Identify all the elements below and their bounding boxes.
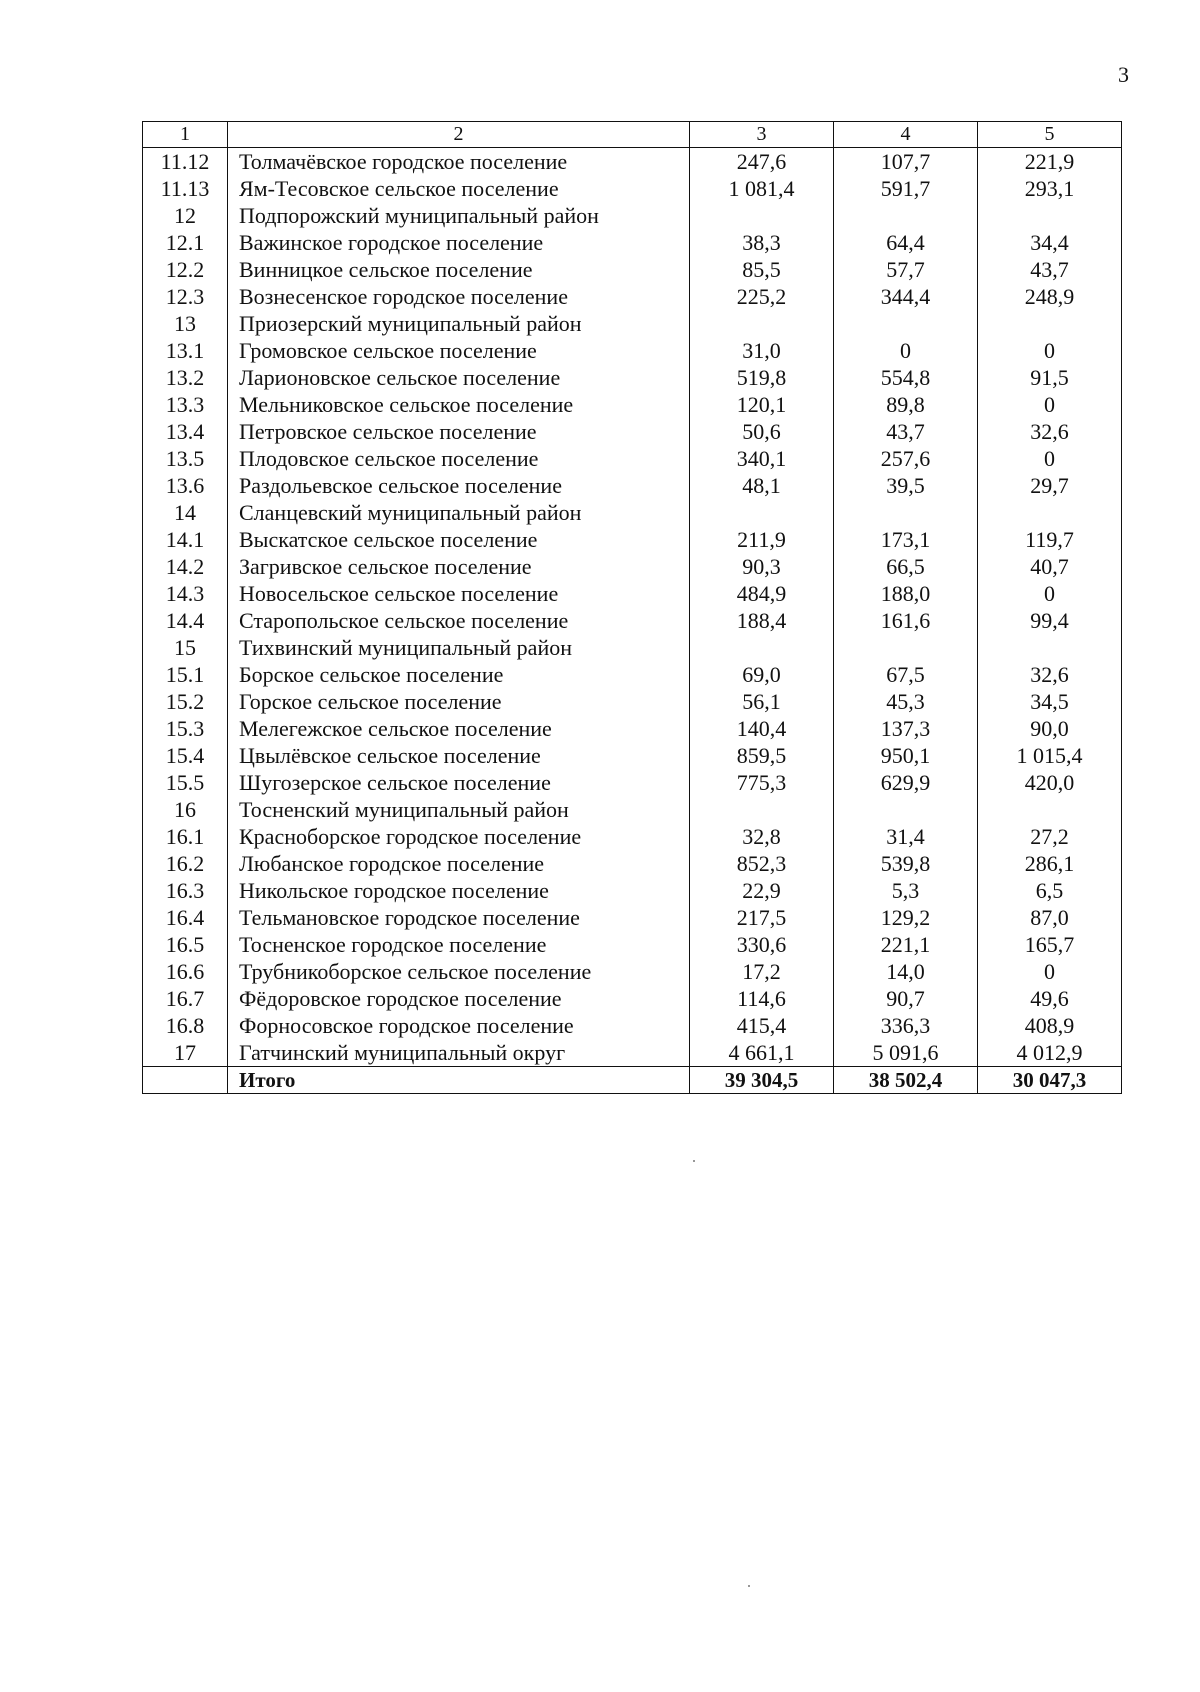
settlement-name: Никольское городское поселение: [228, 877, 690, 904]
row-number: 14: [143, 499, 228, 526]
row-number: 12.3: [143, 283, 228, 310]
value-col-5: [978, 796, 1122, 823]
row-number: 15.4: [143, 742, 228, 769]
value-col-5: 221,9: [978, 148, 1122, 176]
settlement-name: Тосненский муниципальный район: [228, 796, 690, 823]
value-col-5: 43,7: [978, 256, 1122, 283]
settlement-name: Ларионовское сельское поселение: [228, 364, 690, 391]
settlement-name: Новосельское сельское поселение: [228, 580, 690, 607]
row-number: 15.2: [143, 688, 228, 715]
value-col-5: 165,7: [978, 931, 1122, 958]
settlement-name: Цвылёвское сельское поселение: [228, 742, 690, 769]
settlement-name: Борское сельское поселение: [228, 661, 690, 688]
column-header: 3: [690, 122, 834, 148]
value-col-4: 64,4: [834, 229, 978, 256]
value-col-5: 293,1: [978, 175, 1122, 202]
value-col-4: 257,6: [834, 445, 978, 472]
settlement-name: Выскатское сельское поселение: [228, 526, 690, 553]
settlement-name: Фёдоровское городское поселение: [228, 985, 690, 1012]
value-col-3: 340,1: [690, 445, 834, 472]
row-number: 13: [143, 310, 228, 337]
table-row: [143, 1039, 1122, 1067]
value-col-4: 45,3: [834, 688, 978, 715]
value-col-3: 114,6: [690, 985, 834, 1012]
value-col-4: 89,8: [834, 391, 978, 418]
table-row: [143, 688, 1122, 715]
value-col-4: 66,5: [834, 553, 978, 580]
table-row: [143, 418, 1122, 445]
value-col-3: 859,5: [690, 742, 834, 769]
settlement-name: Подпорожский муниципальный район: [228, 202, 690, 229]
settlement-name: Тельмановское городское поселение: [228, 904, 690, 931]
value-col-3: 415,4: [690, 1012, 834, 1039]
value-col-5: 0: [978, 391, 1122, 418]
settlement-name: Загривское сельское поселение: [228, 553, 690, 580]
value-col-5: 1 015,4: [978, 742, 1122, 769]
row-number: 14.1: [143, 526, 228, 553]
value-col-3: 211,9: [690, 526, 834, 553]
row-number: 15.1: [143, 661, 228, 688]
value-col-4: 5 091,6: [834, 1039, 978, 1067]
row-number: 14.4: [143, 607, 228, 634]
row-number: 14.2: [143, 553, 228, 580]
row-number: 16.1: [143, 823, 228, 850]
value-col-5: 0: [978, 958, 1122, 985]
value-col-4: 554,8: [834, 364, 978, 391]
value-col-3: 188,4: [690, 607, 834, 634]
value-col-4: [834, 202, 978, 229]
scan-speck: [693, 1160, 695, 1162]
settlement-name: Раздольевское сельское поселение: [228, 472, 690, 499]
row-number: 15: [143, 634, 228, 661]
value-col-3: 90,3: [690, 553, 834, 580]
settlement-name: Шугозерское сельское поселение: [228, 769, 690, 796]
value-col-5: 91,5: [978, 364, 1122, 391]
settlement-name: Приозерский муниципальный район: [228, 310, 690, 337]
table-body: [143, 122, 1122, 1094]
row-number: 13.2: [143, 364, 228, 391]
value-col-5: 90,0: [978, 715, 1122, 742]
total-col-5: 30 047,3: [978, 1067, 1122, 1094]
value-col-3: 217,5: [690, 904, 834, 931]
value-col-5: 420,0: [978, 769, 1122, 796]
table-row: [143, 202, 1122, 229]
value-col-5: [978, 202, 1122, 229]
value-col-4: 67,5: [834, 661, 978, 688]
value-col-4: 31,4: [834, 823, 978, 850]
settlement-name: Громовское сельское поселение: [228, 337, 690, 364]
value-col-4: [834, 796, 978, 823]
value-col-5: 87,0: [978, 904, 1122, 931]
table-row: [143, 472, 1122, 499]
table-row: [143, 958, 1122, 985]
row-number: 14.3: [143, 580, 228, 607]
table-row: [143, 634, 1122, 661]
row-number: 11.13: [143, 175, 228, 202]
value-col-3: [690, 634, 834, 661]
value-col-3: 56,1: [690, 688, 834, 715]
table-row: [143, 283, 1122, 310]
value-col-3: 120,1: [690, 391, 834, 418]
row-number: 13.1: [143, 337, 228, 364]
row-number: 16.7: [143, 985, 228, 1012]
table-row: [143, 364, 1122, 391]
value-col-5: 286,1: [978, 850, 1122, 877]
total-row: [143, 1067, 1122, 1094]
settlement-name: Тосненское городское поселение: [228, 931, 690, 958]
value-col-5: 27,2: [978, 823, 1122, 850]
value-col-5: 119,7: [978, 526, 1122, 553]
settlement-name: Красноборское городское поселение: [228, 823, 690, 850]
total-number: [143, 1067, 228, 1094]
value-col-4: 221,1: [834, 931, 978, 958]
row-number: 16.2: [143, 850, 228, 877]
settlement-name: Мельниковское сельское поселение: [228, 391, 690, 418]
table-row: [143, 823, 1122, 850]
value-col-5: 4 012,9: [978, 1039, 1122, 1067]
row-number: 15.3: [143, 715, 228, 742]
value-col-3: 38,3: [690, 229, 834, 256]
value-col-3: 85,5: [690, 256, 834, 283]
value-col-5: 99,4: [978, 607, 1122, 634]
page-number: 3: [1118, 62, 1129, 87]
value-col-3: 48,1: [690, 472, 834, 499]
value-col-4: 129,2: [834, 904, 978, 931]
table-row: [143, 769, 1122, 796]
table-row: [143, 931, 1122, 958]
table-row: [143, 904, 1122, 931]
table-row: [143, 715, 1122, 742]
value-col-3: 32,8: [690, 823, 834, 850]
value-col-5: 0: [978, 337, 1122, 364]
row-number: 12.2: [143, 256, 228, 283]
settlement-name: Толмачёвское городское поселение: [228, 148, 690, 176]
value-col-4: 5,3: [834, 877, 978, 904]
row-number: 16.8: [143, 1012, 228, 1039]
value-col-4: [834, 310, 978, 337]
table-row: [143, 1012, 1122, 1039]
value-col-4: 336,3: [834, 1012, 978, 1039]
table-row: [143, 580, 1122, 607]
value-col-5: 49,6: [978, 985, 1122, 1012]
table-row: [143, 850, 1122, 877]
scan-speck: [748, 1585, 750, 1587]
total-col-4: 38 502,4: [834, 1067, 978, 1094]
table-row: [143, 148, 1122, 176]
row-number: 13.3: [143, 391, 228, 418]
value-col-5: 34,4: [978, 229, 1122, 256]
settlement-name: Горское сельское поселение: [228, 688, 690, 715]
value-col-4: 629,9: [834, 769, 978, 796]
value-col-3: 225,2: [690, 283, 834, 310]
table-row: [143, 985, 1122, 1012]
row-number: 13.4: [143, 418, 228, 445]
value-col-4: 137,3: [834, 715, 978, 742]
value-col-4: 539,8: [834, 850, 978, 877]
row-number: 16: [143, 796, 228, 823]
settlement-name: Трубникоборское сельское поселение: [228, 958, 690, 985]
table-row: [143, 661, 1122, 688]
settlement-name: Гатчинский муниципальный округ: [228, 1039, 690, 1067]
value-col-5: 0: [978, 580, 1122, 607]
table-row: [143, 175, 1122, 202]
row-number: 13.6: [143, 472, 228, 499]
table-row: [143, 742, 1122, 769]
value-col-4: 591,7: [834, 175, 978, 202]
value-col-4: [834, 499, 978, 526]
value-col-5: 0: [978, 445, 1122, 472]
settlement-name: Старопольское сельское поселение: [228, 607, 690, 634]
settlement-name: Плодовское сельское поселение: [228, 445, 690, 472]
value-col-3: 17,2: [690, 958, 834, 985]
value-col-5: 32,6: [978, 418, 1122, 445]
table-row: [143, 445, 1122, 472]
table-row: [143, 256, 1122, 283]
table-row: [143, 229, 1122, 256]
value-col-5: [978, 499, 1122, 526]
value-col-3: 69,0: [690, 661, 834, 688]
table-row: [143, 310, 1122, 337]
settlement-name: Любанское городское поселение: [228, 850, 690, 877]
settlement-name: Вознесенское городское поселение: [228, 283, 690, 310]
value-col-4: 43,7: [834, 418, 978, 445]
value-col-5: [978, 634, 1122, 661]
value-col-3: 22,9: [690, 877, 834, 904]
value-col-3: 140,4: [690, 715, 834, 742]
row-number: 12: [143, 202, 228, 229]
value-col-5: 29,7: [978, 472, 1122, 499]
value-col-5: 34,5: [978, 688, 1122, 715]
value-col-4: [834, 634, 978, 661]
value-col-3: 852,3: [690, 850, 834, 877]
table-row: [143, 337, 1122, 364]
table-row: [143, 526, 1122, 553]
value-col-5: [978, 310, 1122, 337]
row-number: 17: [143, 1039, 228, 1067]
settlement-name: Винницкое сельское поселение: [228, 256, 690, 283]
settlement-name: Сланцевский муниципальный район: [228, 499, 690, 526]
table-row: [143, 553, 1122, 580]
value-col-3: 4 661,1: [690, 1039, 834, 1067]
value-col-5: 6,5: [978, 877, 1122, 904]
table-row: [143, 877, 1122, 904]
row-number: 11.12: [143, 148, 228, 176]
value-col-4: 173,1: [834, 526, 978, 553]
value-col-3: 247,6: [690, 148, 834, 176]
settlements-table: [142, 121, 1122, 1094]
value-col-3: 31,0: [690, 337, 834, 364]
settlement-name: Форносовское городское поселение: [228, 1012, 690, 1039]
row-number: 16.4: [143, 904, 228, 931]
value-col-3: [690, 796, 834, 823]
total-col-3: 39 304,5: [690, 1067, 834, 1094]
settlement-name: Петровское сельское поселение: [228, 418, 690, 445]
value-col-3: [690, 499, 834, 526]
value-col-4: 39,5: [834, 472, 978, 499]
value-col-3: 1 081,4: [690, 175, 834, 202]
value-col-5: 408,9: [978, 1012, 1122, 1039]
value-col-5: 248,9: [978, 283, 1122, 310]
column-header: 2: [228, 122, 690, 148]
value-col-4: 107,7: [834, 148, 978, 176]
column-header: 5: [978, 122, 1122, 148]
table-row: [143, 796, 1122, 823]
column-number-row: [143, 122, 1122, 148]
value-col-4: 161,6: [834, 607, 978, 634]
table-row: [143, 499, 1122, 526]
table-row: [143, 391, 1122, 418]
column-header: 1: [143, 122, 228, 148]
value-col-5: 32,6: [978, 661, 1122, 688]
value-col-4: 14,0: [834, 958, 978, 985]
value-col-3: [690, 202, 834, 229]
table-row: [143, 607, 1122, 634]
value-col-4: 90,7: [834, 985, 978, 1012]
row-number: 13.5: [143, 445, 228, 472]
value-col-5: 40,7: [978, 553, 1122, 580]
row-number: 12.1: [143, 229, 228, 256]
value-col-4: 0: [834, 337, 978, 364]
row-number: 16.5: [143, 931, 228, 958]
value-col-3: [690, 310, 834, 337]
row-number: 15.5: [143, 769, 228, 796]
total-label: Итого: [228, 1067, 690, 1094]
value-col-4: 57,7: [834, 256, 978, 283]
value-col-3: 519,8: [690, 364, 834, 391]
settlement-name: Мелегежское сельское поселение: [228, 715, 690, 742]
column-header: 4: [834, 122, 978, 148]
row-number: 16.6: [143, 958, 228, 985]
value-col-4: 950,1: [834, 742, 978, 769]
value-col-4: 188,0: [834, 580, 978, 607]
row-number: 16.3: [143, 877, 228, 904]
settlement-name: Тихвинский муниципальный район: [228, 634, 690, 661]
value-col-3: 50,6: [690, 418, 834, 445]
settlement-name: Ям-Тесовское сельское поселение: [228, 175, 690, 202]
value-col-3: 484,9: [690, 580, 834, 607]
value-col-3: 775,3: [690, 769, 834, 796]
value-col-3: 330,6: [690, 931, 834, 958]
settlement-name: Важинское городское поселение: [228, 229, 690, 256]
value-col-4: 344,4: [834, 283, 978, 310]
